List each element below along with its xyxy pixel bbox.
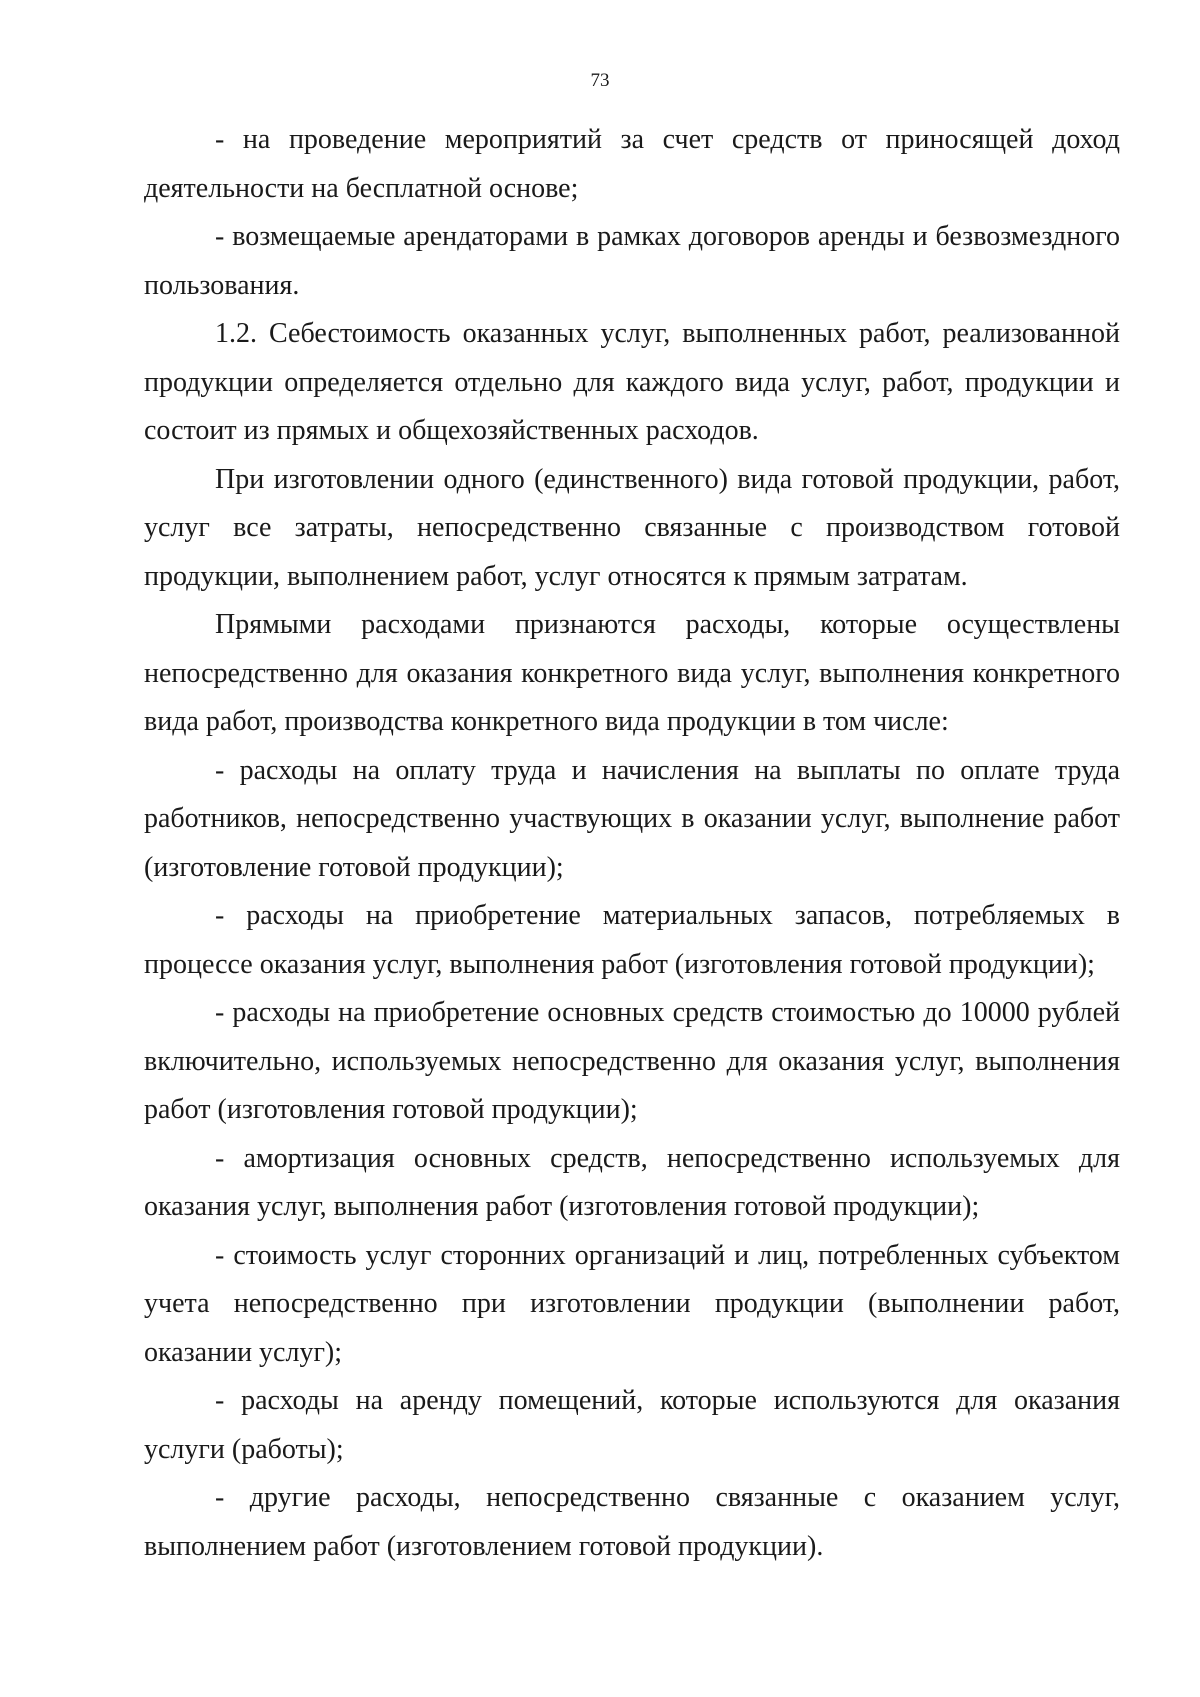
list-item-other-costs: - другие расходы, непосредственно связанные с оказанием услуг, выполнением работ (изготовлением готовой продукции). [144,1482,1120,1562]
paragraph-tenant-reimbursement: - возмещаемые арендаторами в рамках договоров аренды и безвозмездного пользования. [144,221,1120,301]
list-item-materials: - расходы на приобретение материальных запасов, потребляемых в процессе оказания услуг, выполнения работ (изготовления готовой продукции); [144,900,1120,980]
page-number: 73 [590,70,610,91]
paragraph-direct-costs: Прямыми расходами признаются расходы, которые осуществлены непосредственно для оказания конкретного вида услуг, выполнения конкретного вида работ, производства конкретного вида продукции в том числе: [144,609,1120,737]
list-item-depreciation: - амортизация основных средств, непосредственно используемых для оказания услуг, выполнения работ (изготовления готовой продукции); [144,1142,1120,1222]
document-body [144,116,1120,1571]
paragraph-cost-definition: 1.2. Себестоимость оказанных услуг, выполненных работ, реализованной продукции определяется отдельно для каждого вида услуг, работ, продукции и состоит из прямых и общехозяйственных расходов. [144,318,1120,446]
list-item-third-party-services: - стоимость услуг сторонних организаций и лиц, потребленных субъектом учета непосредственно при изготовлении продукции (выполнении работ, оказании услуг); [144,1239,1120,1368]
list-item-fixed-assets: - расходы на приобретение основных средств стоимостью до 10000 рублей включительно, используемых непосредственно для оказания услуг, выполнения работ (изготовления готовой продукции); [144,997,1120,1125]
paragraph-free-events: - на проведение мероприятий за счет средств от приносящей доход деятельности на бесплатной основе; [144,124,1120,204]
list-item-labor-costs: - расходы на оплату труда и начисления на выплаты по оплате труда работников, непосредственно участвующих в оказании услуг, выполнение работ (изготовление готовой продукции); [144,754,1120,883]
list-item-rent: - расходы на аренду помещений, которые используются для оказания услуги (работы); [144,1385,1120,1465]
paragraph-single-product: При изготовлении одного (единственного) вида готовой продукции, работ, услуг все затраты, непосредственно связанные с производством готовой продукции, выполнением работ, услуг относятся к прямым затратам. [144,463,1120,592]
